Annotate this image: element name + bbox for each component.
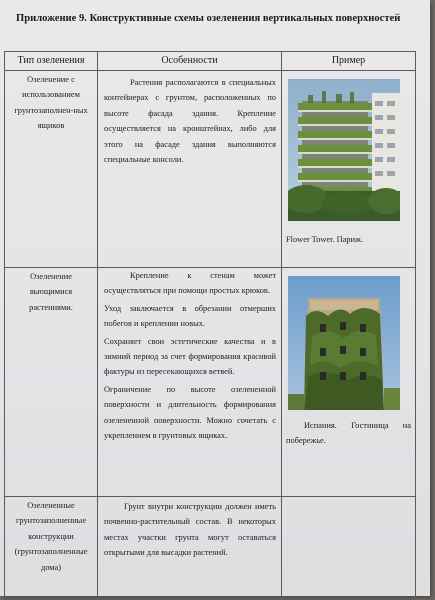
hotel-spain-photo xyxy=(288,276,400,410)
example-caption: Испания. Гостиница на побережье. xyxy=(286,421,411,445)
type-cell: Озеленение вьющимися растениями. xyxy=(5,268,98,497)
header-type: Тип озеленения xyxy=(5,52,98,71)
type-cell: Озелененные грунтозаполненные конструкции (грунтозаполненные дома) xyxy=(5,497,98,600)
table-row xyxy=(5,497,416,600)
description-paragraph: Ограничение по высоте озелененной поверхности и длительность формирования озелененной поверхности. Можно сочетать с укреплением в грунтовых ящиках. xyxy=(104,384,276,441)
header-features: Особенности xyxy=(98,52,282,71)
green-walls-table xyxy=(4,51,416,600)
type-cell: Озеленение с использованием грунтозаполнен-ных ящиков xyxy=(5,71,98,268)
table-row xyxy=(5,71,416,268)
description-cell xyxy=(98,71,282,268)
example-cell xyxy=(282,497,416,600)
page-heading: Приложение 9. Конструктивные схемы озеленения вертикальных поверхностей xyxy=(16,13,401,24)
description-paragraph: Уход заключается в обрезании отмерших побегов и креплении новых. xyxy=(104,303,276,329)
table-row xyxy=(5,268,416,497)
description-paragraph: Грунт внутри конструкции должен иметь почвенно-растительный состав. В некоторых местах участки грунта могут оставаться открытыми для высадки растений. xyxy=(104,502,276,558)
example-cell xyxy=(282,71,416,268)
example-caption: Flower Tower. Париж. xyxy=(286,235,363,244)
description-cell xyxy=(98,497,282,600)
example-cell xyxy=(282,268,416,497)
description-cell xyxy=(98,268,282,497)
description-paragraph: Растения располагаются в специальных контейнерах с грунтом, расположенных по высоте фасада здания. Крепление осуществляется на кронштейнах, либо для этого на фасаде здания выполняются специальные консоли. xyxy=(104,78,276,165)
table-header-row xyxy=(5,52,416,71)
description-paragraph: Крепление к стенам может осуществляться при помощи простых крюков. xyxy=(104,271,276,296)
description-paragraph: Сохраняет свои эстетические качества и в зимний период за счет формирования красивой фактуры из пересекающихся ветвей. xyxy=(104,336,276,377)
header-example: Пример xyxy=(282,52,416,71)
flower-tower-photo xyxy=(288,79,400,221)
